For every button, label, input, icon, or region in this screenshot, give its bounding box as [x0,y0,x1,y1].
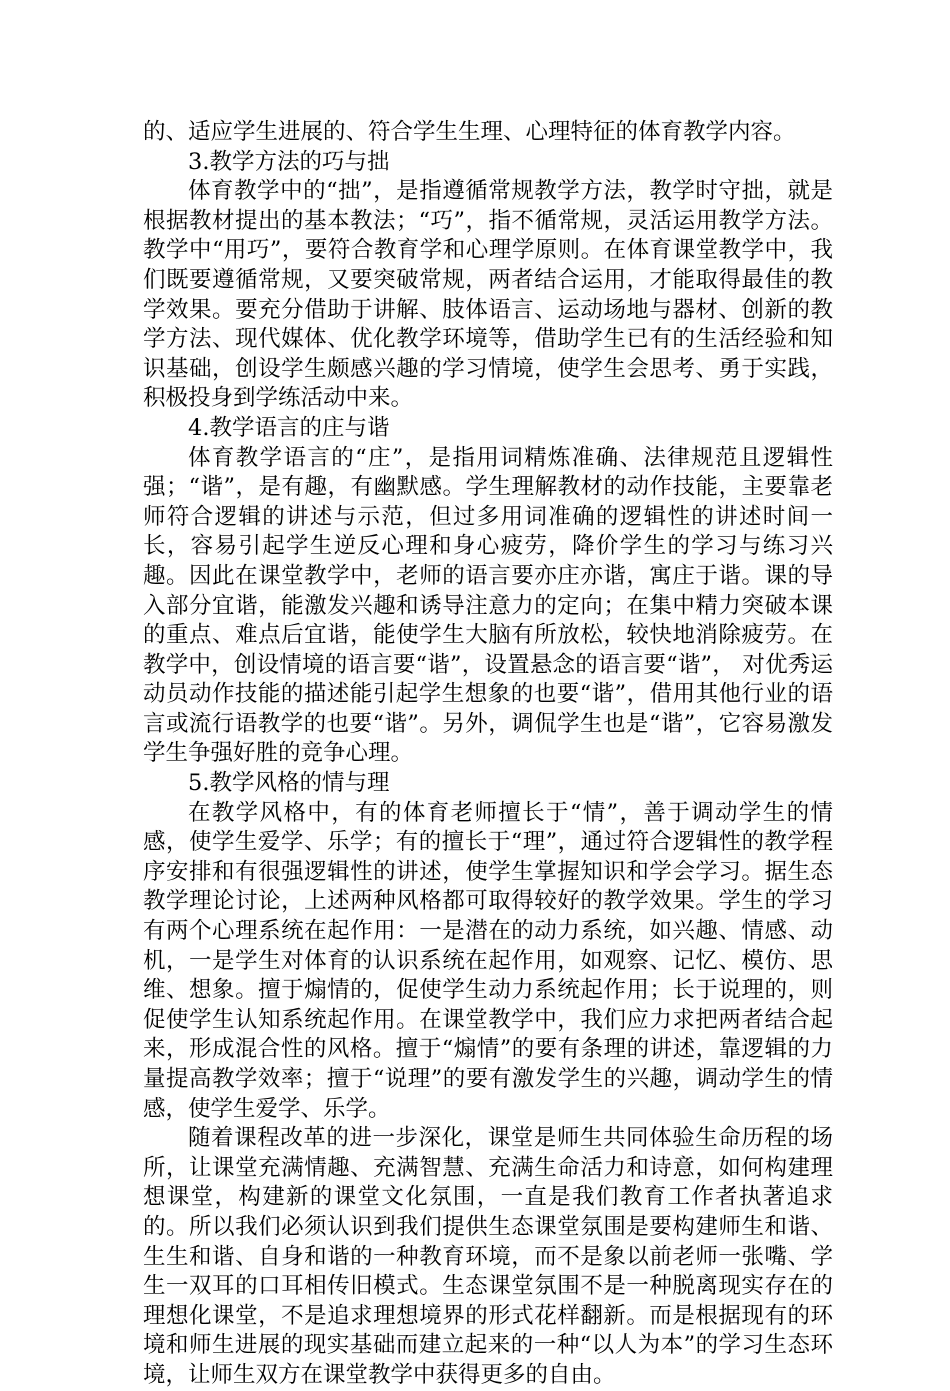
section-heading-teaching-methods: 3.教学方法的巧与拙 [188,148,390,175]
section-heading-teaching-style: 5.教学风格的情与理 [188,770,390,797]
section-heading-teaching-language: 4.教学语言的庄与谐 [188,414,390,441]
paragraph-continuation: 的、适应学生进展的、符合学生生理、心理特征的体育教学内容。 [143,119,796,145]
document-page [143,118,833,1391]
paragraph-teaching-methods: 体育教学中的“拙”，是指遵循常规教学方法，教学时守拙，就是根据教材提出的基本教法；“巧”，指不循常规，灵活运用教学方法。教学中“用巧”，要符合教育学和心理学原则。在体育课堂教学中，我们既要遵循常规，又要突破常规，两者结合运用，才能取得最佳的教学效果。要充分借助于讲解、肢体语言、运动场地与器材、创新的教学方法、现代媒体、优化教学环境等，借助学生已有的生活经验和知识基础，创设学生颇感兴趣的学习情境，使学生会思考、勇于实践，积极投身到学练活动中来。 [143,178,833,412]
paragraph-conclusion: 随着课程改革的进一步深化，课堂是师生共同体验生命历程的场所，让课堂充满情趣、充满智慧、充满生命活力和诗意，如何构建理想课堂，构建新的课堂文化氛围，一直是我们教育工作者执著追求的。所以我们必须认识到我们提供生态课堂氛围是要构建师生和谐、生生和谐、自身和谐的一种教育环境，而不是象以前老师一张嘴、学生一双耳的口耳相传旧模式。生态课堂氛围不是一种脱离现实存在的理想化课堂，不是追求理想境界的形式花样翻新。而是根据现有的环境和师生进展的现实基础而建立起来的一种“以人为本”的学习生态环境，让师生双方在课堂教学中获得更多的自由。 [143,1125,833,1388]
paragraph-teaching-style: 在教学风格中，有的体育老师擅长于“情”，善于调动学生的情感，使学生爱学、乐学；有的擅长于“理”，通过符合逻辑性的教学程序安排和有很强逻辑性的讲述，使学生掌握知识和学会学习。据生态教学理论讨论，上述两种风格都可取得较好的教学效果。学生的学习有两个心理系统在起作用：一是潜在的动力系统，如兴趣、情感、动机，一是学生对体育的认识系统在起作用，如观察、记忆、模仿、思维、想象。擅于煽情的，促使学生动力系统起作用；长于说理的，则促使学生认知系统起作用。在课堂教学中，我们应力求把两者结合起来，形成混合性的风格。擅于“煽情”的要有条理的讲述，靠逻辑的力量提高教学效率；擅于“说理”的要有激发学生的兴趣，调动学生的情感，使学生爱学、乐学。 [143,799,833,1122]
paragraph-teaching-language: 体育教学语言的“庄”，是指用词精炼准确、法律规范且逻辑性强；“谐”，是有趣，有幽默感。学生理解教材的动作技能，主要靠老师符合逻辑的讲述与示范，但过多用词准确的逻辑性的讲述时间一长，容易引起学生逆反心理和身心疲劳，降价学生的学习与练习兴趣。因此在课堂教学中，老师的语言要亦庄亦谐，寓庄于谐。课的导入部分宜谐，能激发兴趣和诱导注意力的定向；在集中精力突破本课的重点、难点后宜谐，能使学生大脑有所放松，较快地消除疲劳。在教学中，创设情境的语言要“谐”，设置悬念的语言要“谐”， 对优秀运动员动作技能的描述能引起学生想象的也要“谐”，借用其他行业的语言或流行语教学的也要“谐”。另外，调侃学生也是“谐”，它容易激发学生争强好胜的竞争心理。 [143,444,833,767]
